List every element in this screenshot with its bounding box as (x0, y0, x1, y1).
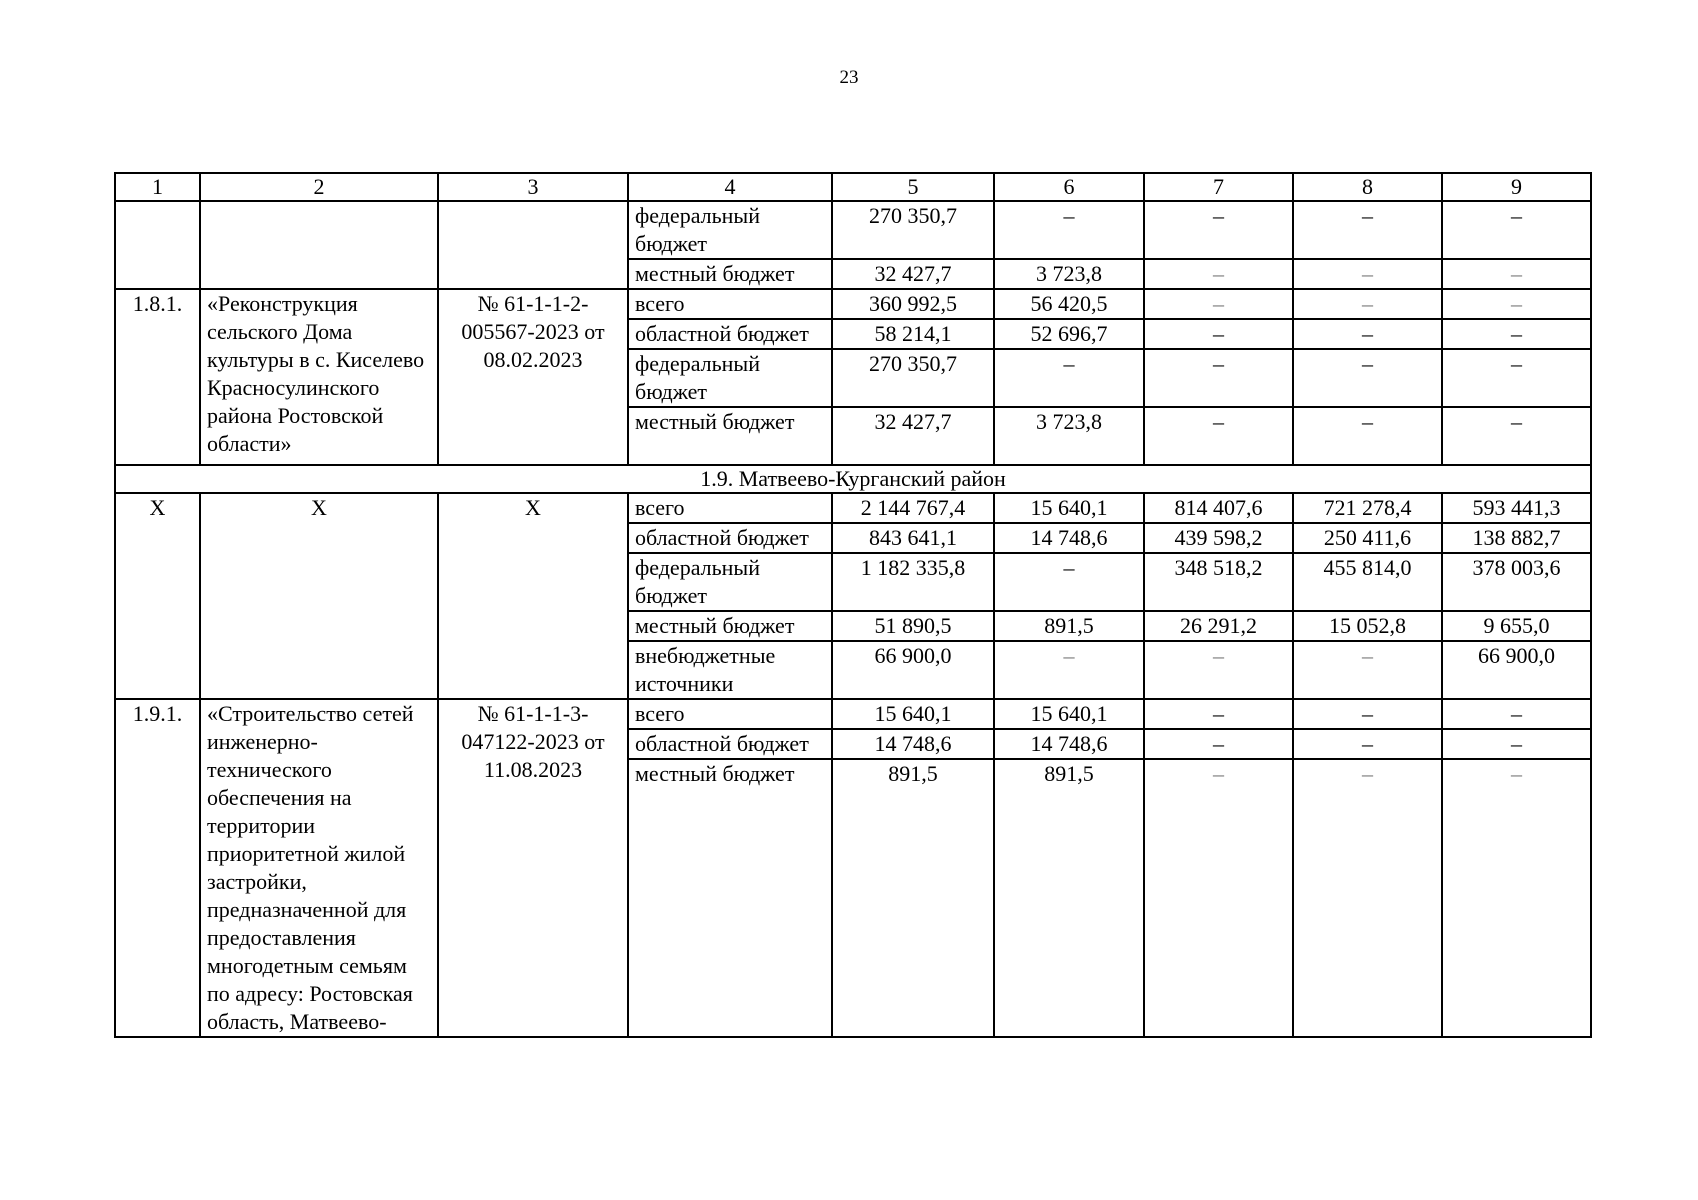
header-cell: 7 (1144, 173, 1293, 201)
value-cell: – (1144, 407, 1293, 465)
value-cell: 891,5 (994, 759, 1144, 1037)
x-mark: Х (200, 493, 438, 699)
value-cell: – (1293, 289, 1442, 319)
source-label: местный бюджет (628, 759, 832, 1037)
source-label: местный бюджет (628, 259, 832, 289)
value-cell: 270 350,7 (832, 201, 994, 259)
header-cell: 4 (628, 173, 832, 201)
value-cell: – (1442, 259, 1591, 289)
value-cell: – (1144, 699, 1293, 729)
value-cell: – (1293, 641, 1442, 699)
value-cell: 3 723,8 (994, 407, 1144, 465)
value-cell: – (1144, 201, 1293, 259)
value-cell: – (1293, 407, 1442, 465)
value-cell: – (1442, 729, 1591, 759)
item-document: № 61-1-1-3-047122-2023 от 11.08.2023 (438, 699, 628, 1037)
value-cell: – (994, 641, 1144, 699)
table-row (115, 289, 1591, 319)
value-cell: 14 748,6 (994, 729, 1144, 759)
value-cell: 66 900,0 (832, 641, 994, 699)
table-row (115, 493, 1591, 523)
header-cell: 8 (1293, 173, 1442, 201)
value-cell: 9 655,0 (1442, 611, 1591, 641)
value-cell: 14 748,6 (994, 523, 1144, 553)
value-cell: 32 427,7 (832, 259, 994, 289)
value-cell: 32 427,7 (832, 407, 994, 465)
source-label: федеральный бюджет (628, 201, 832, 259)
value-cell: 56 420,5 (994, 289, 1144, 319)
value-cell: – (1144, 729, 1293, 759)
value-cell: 378 003,6 (1442, 553, 1591, 611)
value-cell: – (1144, 259, 1293, 289)
source-label: местный бюджет (628, 611, 832, 641)
header-cell: 2 (200, 173, 438, 201)
value-cell: 1 182 335,8 (832, 553, 994, 611)
value-cell: 15 640,1 (832, 699, 994, 729)
source-label: всего (628, 699, 832, 729)
value-cell: – (1442, 407, 1591, 465)
header-cell: 9 (1442, 173, 1591, 201)
value-cell: – (1293, 349, 1442, 407)
item-name: «Реконструкция сельского Дома культуры в с. Киселево Красносулинского района Ростовской области» (200, 289, 438, 465)
value-cell: 593 441,3 (1442, 493, 1591, 523)
source-label: федеральный бюджет (628, 553, 832, 611)
value-cell: 814 407,6 (1144, 493, 1293, 523)
x-mark: Х (438, 493, 628, 699)
value-cell: 138 882,7 (1442, 523, 1591, 553)
value-cell: 348 518,2 (1144, 553, 1293, 611)
value-cell: – (1442, 759, 1591, 1037)
source-label: федеральный бюджет (628, 349, 832, 407)
table-row (115, 699, 1591, 729)
value-cell: 891,5 (994, 611, 1144, 641)
value-cell: – (1293, 201, 1442, 259)
value-cell: 250 411,6 (1293, 523, 1442, 553)
header-cell: 3 (438, 173, 628, 201)
value-cell: – (1293, 729, 1442, 759)
value-cell: 360 992,5 (832, 289, 994, 319)
item-name: «Строительство сетей инженерно-технического обеспечения на территории приоритетной жилой застройки, предназначенной для предоставления многодетным семьям по адресу: Ростовская область, Матвеево- (200, 699, 438, 1037)
value-cell: – (1442, 699, 1591, 729)
table-row (115, 201, 1591, 259)
source-label: всего (628, 493, 832, 523)
item-number: 1.9.1. (115, 699, 200, 1037)
source-label: областной бюджет (628, 729, 832, 759)
value-cell: – (1144, 759, 1293, 1037)
source-label: областной бюджет (628, 523, 832, 553)
value-cell: – (1144, 319, 1293, 349)
value-cell: 26 291,2 (1144, 611, 1293, 641)
value-cell: 15 640,1 (994, 493, 1144, 523)
value-cell: 2 144 767,4 (832, 493, 994, 523)
value-cell: – (1442, 201, 1591, 259)
budget-table (114, 172, 1592, 1038)
source-label: местный бюджет (628, 407, 832, 465)
value-cell: 52 696,7 (994, 319, 1144, 349)
item-number: 1.8.1. (115, 289, 200, 465)
district-title: 1.9. Матвеево-Курганский район (115, 465, 1591, 493)
source-label: областной бюджет (628, 319, 832, 349)
value-cell: 3 723,8 (994, 259, 1144, 289)
value-cell: – (1293, 319, 1442, 349)
x-mark: Х (115, 493, 200, 699)
value-cell: 721 278,4 (1293, 493, 1442, 523)
value-cell: 455 814,0 (1293, 553, 1442, 611)
value-cell: – (1442, 289, 1591, 319)
value-cell: 270 350,7 (832, 349, 994, 407)
district-row (115, 465, 1591, 493)
header-row (115, 173, 1591, 201)
value-cell: 891,5 (832, 759, 994, 1037)
value-cell: – (1442, 349, 1591, 407)
value-cell: – (994, 349, 1144, 407)
value-cell: 14 748,6 (832, 729, 994, 759)
header-cell: 6 (994, 173, 1144, 201)
value-cell: – (1293, 259, 1442, 289)
header-cell: 5 (832, 173, 994, 201)
item-document: № 61-1-1-2-005567-2023 от 08.02.2023 (438, 289, 628, 465)
value-cell: – (1144, 349, 1293, 407)
value-cell: – (994, 553, 1144, 611)
value-cell: 15 640,1 (994, 699, 1144, 729)
header-cell: 1 (115, 173, 200, 201)
value-cell: 843 641,1 (832, 523, 994, 553)
value-cell: – (1293, 759, 1442, 1037)
value-cell: – (1144, 641, 1293, 699)
value-cell: 58 214,1 (832, 319, 994, 349)
value-cell: 439 598,2 (1144, 523, 1293, 553)
value-cell: – (1293, 699, 1442, 729)
value-cell: – (1144, 289, 1293, 319)
value-cell: – (1442, 319, 1591, 349)
value-cell: 51 890,5 (832, 611, 994, 641)
source-label: внебюджетные источники (628, 641, 832, 699)
source-label: всего (628, 289, 832, 319)
value-cell: 15 052,8 (1293, 611, 1442, 641)
value-cell: 66 900,0 (1442, 641, 1591, 699)
value-cell: – (994, 201, 1144, 259)
page-number: 23 (839, 67, 859, 88)
